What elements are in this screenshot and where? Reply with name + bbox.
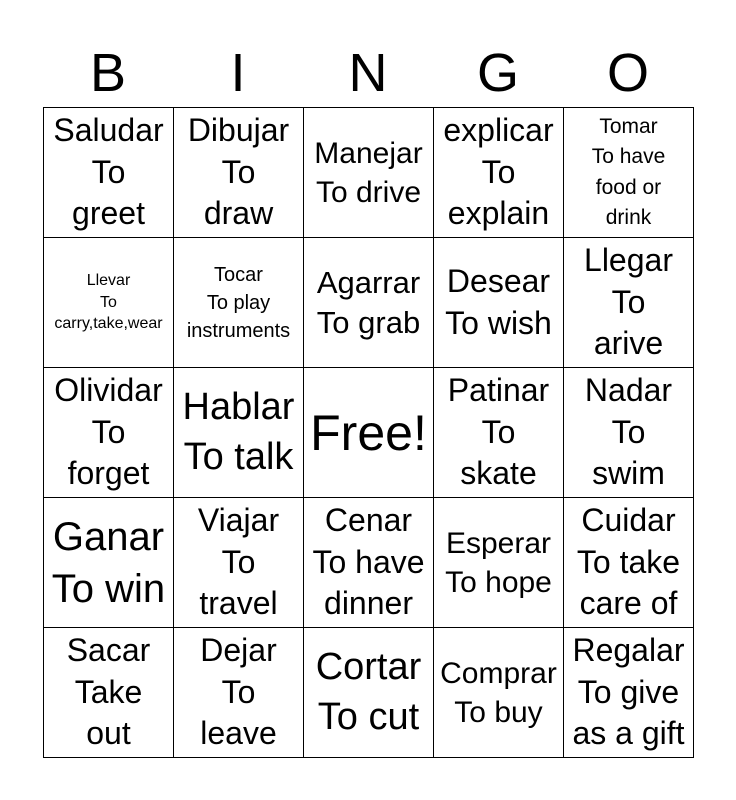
cell-text-line: To xyxy=(221,673,256,710)
bingo-cell-r1-c2[interactable] xyxy=(174,108,304,238)
bingo-cell-r1-c4[interactable] xyxy=(434,108,564,238)
bingo-cell-r5-c1[interactable] xyxy=(44,628,174,758)
cell-text-line: skate xyxy=(460,455,537,492)
cell-text-line: Take xyxy=(74,673,143,710)
bingo-cell-r5-c3[interactable] xyxy=(304,628,434,758)
cell-text-line: Agarrar xyxy=(316,264,421,300)
cell-text-line: Nadar xyxy=(584,372,673,409)
cell-text-line: To xyxy=(611,283,646,320)
cell-text-line: Llegar xyxy=(584,242,673,279)
cell-text-line: Regalar xyxy=(572,632,685,669)
cell-text-line: dinner xyxy=(324,585,413,622)
cell-text-line: Viajar xyxy=(197,502,280,539)
bingo-cell-r3-c4[interactable] xyxy=(434,368,564,498)
cell-text-line: Ganar xyxy=(52,514,165,559)
bingo-header xyxy=(43,40,693,106)
cell-text-line: To talk xyxy=(183,435,294,478)
bingo-cell-r5-c5[interactable] xyxy=(564,628,694,758)
cell-text-line: To xyxy=(100,293,117,311)
cell-text-line: To play xyxy=(206,291,271,314)
cell-text-line: Tomar xyxy=(599,114,658,138)
cell-text-line: Patinar xyxy=(447,372,550,409)
cell-text-line: Dejar xyxy=(200,632,277,669)
bingo-cell-r4-c5[interactable] xyxy=(564,498,694,628)
cell-text-line: Hablar xyxy=(182,386,295,429)
cell-text-line: Desear xyxy=(446,262,551,299)
cell-text-line: food or xyxy=(595,175,662,199)
bingo-cell-r3-c3[interactable] xyxy=(304,368,434,498)
cell-text-line: drink xyxy=(605,205,652,229)
bingo-board xyxy=(43,107,694,758)
cell-text-line: Manejar xyxy=(314,136,423,170)
cell-text-line: Olividar xyxy=(54,372,163,409)
bingo-cell-r4-c2[interactable] xyxy=(174,498,304,628)
cell-text-line: Comprar xyxy=(440,656,557,690)
cell-text-line: Sacar xyxy=(66,632,151,669)
header-letter-b: B xyxy=(89,43,127,103)
header-letter-o: O xyxy=(606,43,649,103)
header-letter-g: G xyxy=(476,43,519,103)
cell-text-line: To xyxy=(221,543,256,580)
cell-text-line: care of xyxy=(579,585,678,622)
cell-text-line: travel xyxy=(199,585,278,622)
cell-text-line: arive xyxy=(593,325,664,362)
bingo-cell-r2-c1[interactable] xyxy=(44,238,174,368)
cell-text-line: explain xyxy=(447,195,550,232)
cell-text-line: To xyxy=(221,153,256,190)
cell-text-line: Cuidar xyxy=(581,502,676,539)
cell-text-line: draw xyxy=(203,195,274,232)
cell-text-line: greet xyxy=(72,195,145,232)
cell-text-line: Esperar xyxy=(445,526,552,560)
cell-text-line: To wish xyxy=(445,304,552,341)
cell-text-line: To xyxy=(91,413,126,450)
header-letter-n: N xyxy=(348,43,388,103)
cell-text-line: carry,take,wear xyxy=(54,315,163,333)
cell-text-line: out xyxy=(86,715,131,752)
cell-text-line: To xyxy=(611,413,646,450)
bingo-cell-r5-c4[interactable] xyxy=(434,628,564,758)
bingo-cell-r4-c3[interactable] xyxy=(304,498,434,628)
cell-text-line: To have xyxy=(312,543,425,580)
bingo-cell-r5-c2[interactable] xyxy=(174,628,304,758)
bingo-cell-r2-c2[interactable] xyxy=(174,238,304,368)
cell-text-line: instruments xyxy=(186,319,291,342)
cell-text-line: Saludar xyxy=(53,112,164,149)
cell-text-line: as a gift xyxy=(572,715,685,752)
bingo-cell-r3-c5[interactable] xyxy=(564,368,694,498)
cell-text-line: Free! xyxy=(310,404,427,461)
bingo-cell-r3-c2[interactable] xyxy=(174,368,304,498)
bingo-cell-r2-c5[interactable] xyxy=(564,238,694,368)
header-letter-i: I xyxy=(230,43,246,103)
cell-text-line: To have xyxy=(591,145,666,169)
cell-text-line: To take xyxy=(576,543,681,580)
cell-text-line: explicar xyxy=(443,112,554,149)
cell-text-line: Dibujar xyxy=(187,112,290,149)
cell-text-line: To xyxy=(481,413,516,450)
bingo-cell-r4-c4[interactable] xyxy=(434,498,564,628)
cell-text-line: Cenar xyxy=(324,502,413,539)
bingo-cell-r3-c1[interactable] xyxy=(44,368,174,498)
bingo-cell-r1-c3[interactable] xyxy=(304,108,434,238)
cell-text-line: To xyxy=(91,153,126,190)
cell-text-line: To win xyxy=(51,566,166,611)
cell-text-line: To hope xyxy=(445,565,552,599)
bingo-cell-r2-c4[interactable] xyxy=(434,238,564,368)
cell-text-line: swim xyxy=(592,455,665,492)
bingo-cell-r1-c1[interactable] xyxy=(44,108,174,238)
bingo-cell-r1-c5[interactable] xyxy=(564,108,694,238)
cell-text-line: Llevar xyxy=(86,272,131,290)
cell-text-line: To cut xyxy=(317,695,420,738)
cell-text-line: To drive xyxy=(315,175,422,209)
cell-text-line: To buy xyxy=(454,695,543,729)
cell-text-line: To xyxy=(481,153,516,190)
cell-text-line: To give xyxy=(577,673,680,710)
cell-text-line: leave xyxy=(200,715,277,752)
cell-text-line: forget xyxy=(67,455,150,492)
bingo-cell-r2-c3[interactable] xyxy=(304,238,434,368)
cell-text-line: Tocar xyxy=(214,263,263,286)
cell-text-line: To grab xyxy=(316,304,421,340)
bingo-cell-r4-c1[interactable] xyxy=(44,498,174,628)
cell-text-line: Cortar xyxy=(315,646,422,689)
